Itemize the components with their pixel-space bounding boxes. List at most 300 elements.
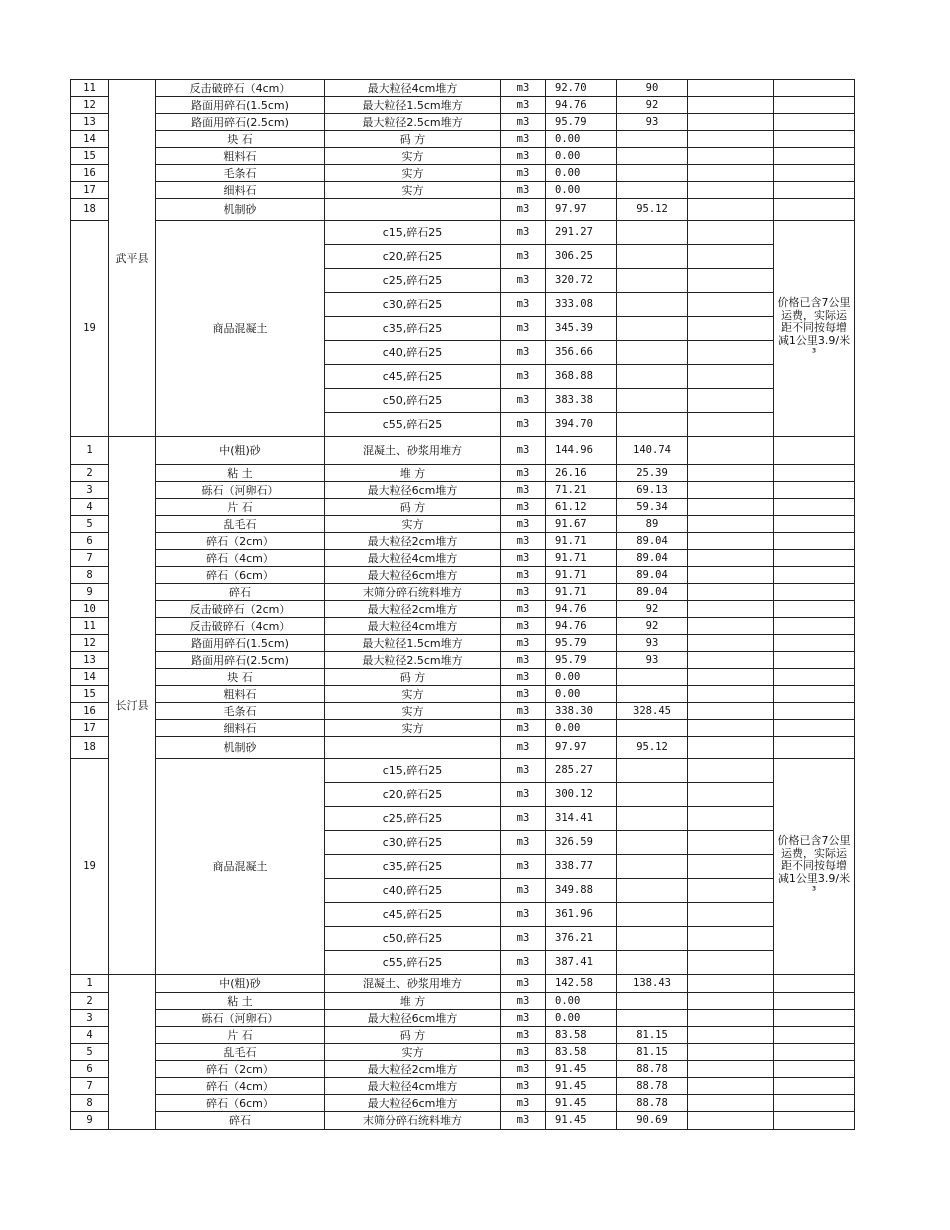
unit: m3 <box>501 652 546 669</box>
blank-cell <box>688 550 774 567</box>
price-tax-incl: 306.25 <box>546 245 617 269</box>
remark <box>774 437 855 465</box>
table-row <box>71 182 855 199</box>
price-tax-excl <box>617 903 688 927</box>
remark <box>774 686 855 703</box>
unit: m3 <box>501 131 546 148</box>
price-tax-excl: 81.15 <box>617 1044 688 1061</box>
blank-cell <box>688 114 774 131</box>
table-row <box>71 759 855 783</box>
unit: m3 <box>501 317 546 341</box>
remark <box>774 652 855 669</box>
price-tax-incl: 142.58 <box>546 975 617 993</box>
material-spec <box>325 737 501 759</box>
price-tax-incl: 91.71 <box>546 584 617 601</box>
unit: m3 <box>501 737 546 759</box>
row-number: 17 <box>71 182 109 199</box>
price-tax-incl: 0.00 <box>546 720 617 737</box>
blank-cell <box>688 1010 774 1027</box>
material-spec: 混凝土、砂浆用堆方 <box>325 437 501 465</box>
blank-cell <box>688 927 774 951</box>
blank-cell <box>688 618 774 635</box>
row-number: 16 <box>71 165 109 182</box>
price-tax-excl: 69.13 <box>617 482 688 499</box>
row-number: 13 <box>71 652 109 669</box>
unit: m3 <box>501 221 546 245</box>
table-row <box>71 720 855 737</box>
price-tax-incl: 61.12 <box>546 499 617 516</box>
material-name: 中(粗)砂 <box>156 975 325 993</box>
price-tax-incl: 361.96 <box>546 903 617 927</box>
unit: m3 <box>501 975 546 993</box>
row-number: 15 <box>71 686 109 703</box>
material-name: 商品混凝土 <box>156 221 325 437</box>
table-row <box>71 131 855 148</box>
price-tax-incl: 71.21 <box>546 482 617 499</box>
price-tax-excl <box>617 951 688 975</box>
concrete-grade: c20,碎石25 <box>325 783 501 807</box>
table-row <box>71 635 855 652</box>
price-tax-excl: 88.78 <box>617 1078 688 1095</box>
material-name: 毛条石 <box>156 165 325 182</box>
unit: m3 <box>501 618 546 635</box>
price-tax-incl: 0.00 <box>546 686 617 703</box>
blank-cell <box>688 317 774 341</box>
price-tax-excl <box>617 993 688 1010</box>
material-spec: 最大粒径4cm堆方 <box>325 80 501 97</box>
unit: m3 <box>501 1095 546 1112</box>
material-name: 片 石 <box>156 499 325 516</box>
blank-cell <box>688 389 774 413</box>
material-name: 机制砂 <box>156 199 325 221</box>
freight-note: 价格已含7公里运费，实际运距不同按每增减1公里3.9/米³ <box>774 221 855 437</box>
row-number: 14 <box>71 669 109 686</box>
blank-cell <box>688 269 774 293</box>
price-tax-excl: 93 <box>617 652 688 669</box>
material-spec: 最大粒径2.5cm堆方 <box>325 652 501 669</box>
unit: m3 <box>501 413 546 437</box>
row-number: 4 <box>71 499 109 516</box>
unit: m3 <box>501 903 546 927</box>
blank-cell <box>688 80 774 97</box>
blank-cell <box>688 293 774 317</box>
price-tax-incl: 0.00 <box>546 182 617 199</box>
price-tax-excl <box>617 341 688 365</box>
unit: m3 <box>501 1044 546 1061</box>
price-tax-incl: 0.00 <box>546 131 617 148</box>
price-tax-incl: 285.27 <box>546 759 617 783</box>
price-tax-excl: 95.12 <box>617 199 688 221</box>
price-tax-incl: 333.08 <box>546 293 617 317</box>
material-spec <box>325 199 501 221</box>
remark <box>774 1112 855 1130</box>
price-tax-excl: 89 <box>617 516 688 533</box>
material-name: 路面用碎石(1.5cm) <box>156 635 325 652</box>
material-name: 碎石（2cm） <box>156 1061 325 1078</box>
material-spec: 码 方 <box>325 131 501 148</box>
price-tax-incl: 314.41 <box>546 807 617 831</box>
price-tax-excl: 140.74 <box>617 437 688 465</box>
blank-cell <box>688 437 774 465</box>
price-tax-excl <box>617 221 688 245</box>
price-tax-excl: 89.04 <box>617 533 688 550</box>
remark <box>774 635 855 652</box>
table-row <box>71 465 855 482</box>
material-name: 碎石（4cm） <box>156 550 325 567</box>
material-name: 反击破碎石（2cm） <box>156 601 325 618</box>
price-tax-incl: 0.00 <box>546 148 617 165</box>
material-name: 碎石（2cm） <box>156 533 325 550</box>
material-name: 毛条石 <box>156 703 325 720</box>
unit: m3 <box>501 635 546 652</box>
material-name: 粗料石 <box>156 148 325 165</box>
price-tax-incl: 95.79 <box>546 114 617 131</box>
table-row <box>71 199 855 221</box>
price-tax-incl: 383.38 <box>546 389 617 413</box>
blank-cell <box>688 365 774 389</box>
unit: m3 <box>501 951 546 975</box>
concrete-grade: c50,碎石25 <box>325 389 501 413</box>
price-tax-excl: 90.69 <box>617 1112 688 1130</box>
blank-cell <box>688 567 774 584</box>
blank-cell <box>688 652 774 669</box>
row-number: 5 <box>71 516 109 533</box>
unit: m3 <box>501 482 546 499</box>
unit: m3 <box>501 1027 546 1044</box>
price-tax-excl <box>617 783 688 807</box>
price-tax-incl: 91.71 <box>546 533 617 550</box>
price-tax-excl: 95.12 <box>617 737 688 759</box>
county-name: 武平县 <box>109 80 156 437</box>
concrete-grade: c40,碎石25 <box>325 879 501 903</box>
material-name: 乱毛石 <box>156 516 325 533</box>
concrete-grade: c30,碎石25 <box>325 293 501 317</box>
concrete-grade: c40,碎石25 <box>325 341 501 365</box>
price-tax-excl <box>617 927 688 951</box>
price-tax-excl <box>617 182 688 199</box>
material-name: 粘 土 <box>156 993 325 1010</box>
table-row <box>71 1078 855 1095</box>
material-spec: 实方 <box>325 182 501 199</box>
blank-cell <box>688 975 774 993</box>
blank-cell <box>688 1027 774 1044</box>
remark <box>774 131 855 148</box>
remark <box>774 1078 855 1095</box>
material-spec: 最大粒径1.5cm堆方 <box>325 635 501 652</box>
table-row <box>71 1027 855 1044</box>
blank-cell <box>688 720 774 737</box>
remark <box>774 97 855 114</box>
price-tax-incl: 387.41 <box>546 951 617 975</box>
unit: m3 <box>501 584 546 601</box>
remark <box>774 1027 855 1044</box>
county-name <box>109 975 156 1130</box>
unit: m3 <box>501 993 546 1010</box>
unit: m3 <box>501 341 546 365</box>
price-tax-incl: 92.70 <box>546 80 617 97</box>
unit: m3 <box>501 831 546 855</box>
price-tax-excl: 93 <box>617 114 688 131</box>
row-number: 5 <box>71 1044 109 1061</box>
price-tax-excl: 92 <box>617 618 688 635</box>
blank-cell <box>688 584 774 601</box>
price-tax-incl: 83.58 <box>546 1027 617 1044</box>
blank-cell <box>688 831 774 855</box>
price-tax-excl <box>617 807 688 831</box>
blank-cell <box>688 1078 774 1095</box>
row-number: 10 <box>71 601 109 618</box>
table-row <box>71 993 855 1010</box>
unit: m3 <box>501 1112 546 1130</box>
price-tax-incl: 300.12 <box>546 783 617 807</box>
price-tax-excl: 93 <box>617 635 688 652</box>
price-tax-incl: 97.97 <box>546 199 617 221</box>
table-row <box>71 1061 855 1078</box>
material-name: 路面用碎石(2.5cm) <box>156 652 325 669</box>
table-row <box>71 148 855 165</box>
price-tax-excl <box>617 245 688 269</box>
concrete-grade: c15,碎石25 <box>325 759 501 783</box>
unit: m3 <box>501 879 546 903</box>
remark <box>774 567 855 584</box>
unit: m3 <box>501 1061 546 1078</box>
table-row <box>71 975 855 993</box>
material-name: 片 石 <box>156 1027 325 1044</box>
price-tax-excl <box>617 759 688 783</box>
blank-cell <box>688 635 774 652</box>
blank-cell <box>688 1044 774 1061</box>
row-number: 19 <box>71 221 109 437</box>
material-name: 反击破碎石（4cm） <box>156 80 325 97</box>
price-table <box>70 79 855 1130</box>
remark <box>774 584 855 601</box>
row-number: 11 <box>71 80 109 97</box>
price-tax-excl: 328.45 <box>617 703 688 720</box>
unit: m3 <box>501 516 546 533</box>
freight-note: 价格已含7公里运费，实际运距不同按每增减1公里3.9/米³ <box>774 759 855 975</box>
concrete-grade: c25,碎石25 <box>325 807 501 831</box>
remark <box>774 1010 855 1027</box>
concrete-grade: c50,碎石25 <box>325 927 501 951</box>
unit: m3 <box>501 601 546 618</box>
table-row <box>71 221 855 245</box>
price-tax-incl: 356.66 <box>546 341 617 365</box>
price-tax-excl <box>617 831 688 855</box>
remark <box>774 1095 855 1112</box>
material-spec: 实方 <box>325 1044 501 1061</box>
price-tax-excl <box>617 293 688 317</box>
row-number: 7 <box>71 1078 109 1095</box>
blank-cell <box>688 951 774 975</box>
price-tax-incl: 91.45 <box>546 1061 617 1078</box>
table-row <box>71 1095 855 1112</box>
material-name: 碎石（6cm） <box>156 1095 325 1112</box>
price-tax-incl: 26.16 <box>546 465 617 482</box>
blank-cell <box>688 131 774 148</box>
unit: m3 <box>501 165 546 182</box>
unit: m3 <box>501 669 546 686</box>
price-tax-excl <box>617 389 688 413</box>
material-name: 细料石 <box>156 182 325 199</box>
price-tax-incl: 95.79 <box>546 652 617 669</box>
remark <box>774 114 855 131</box>
blank-cell <box>688 221 774 245</box>
price-tax-incl: 0.00 <box>546 1010 617 1027</box>
price-tax-incl: 0.00 <box>546 669 617 686</box>
blank-cell <box>688 499 774 516</box>
table-row <box>71 1044 855 1061</box>
concrete-grade: c20,碎石25 <box>325 245 501 269</box>
blank-cell <box>688 182 774 199</box>
table-row <box>71 165 855 182</box>
table-row <box>71 584 855 601</box>
table-row <box>71 114 855 131</box>
remark <box>774 703 855 720</box>
blank-cell <box>688 879 774 903</box>
price-tax-incl: 349.88 <box>546 879 617 903</box>
price-tax-incl: 326.59 <box>546 831 617 855</box>
row-number: 8 <box>71 1095 109 1112</box>
price-tax-incl: 394.70 <box>546 413 617 437</box>
blank-cell <box>688 465 774 482</box>
material-name: 路面用碎石(1.5cm) <box>156 97 325 114</box>
table-row <box>71 652 855 669</box>
price-tax-excl: 92 <box>617 601 688 618</box>
remark <box>774 618 855 635</box>
price-tax-excl: 89.04 <box>617 567 688 584</box>
unit: m3 <box>501 759 546 783</box>
table-row <box>71 1112 855 1130</box>
table-row <box>71 686 855 703</box>
material-spec: 最大粒径4cm堆方 <box>325 550 501 567</box>
unit: m3 <box>501 855 546 879</box>
price-tax-incl: 97.97 <box>546 737 617 759</box>
material-spec: 最大粒径2.5cm堆方 <box>325 114 501 131</box>
table-row <box>71 516 855 533</box>
price-tax-incl: 91.71 <box>546 550 617 567</box>
material-name: 砾石（河卵石） <box>156 482 325 499</box>
blank-cell <box>688 807 774 831</box>
table-row <box>71 618 855 635</box>
remark <box>774 516 855 533</box>
price-tax-excl <box>617 1010 688 1027</box>
unit: m3 <box>501 807 546 831</box>
concrete-grade: c55,碎石25 <box>325 951 501 975</box>
price-tax-excl <box>617 165 688 182</box>
material-name: 反击破碎石（4cm） <box>156 618 325 635</box>
remark <box>774 482 855 499</box>
material-spec: 最大粒径6cm堆方 <box>325 1010 501 1027</box>
material-spec: 实方 <box>325 703 501 720</box>
blank-cell <box>688 759 774 783</box>
material-spec: 码 方 <box>325 1027 501 1044</box>
unit: m3 <box>501 114 546 131</box>
material-spec: 实方 <box>325 686 501 703</box>
blank-cell <box>688 516 774 533</box>
material-spec: 最大粒径2cm堆方 <box>325 533 501 550</box>
row-number: 19 <box>71 759 109 975</box>
price-tax-excl: 59.34 <box>617 499 688 516</box>
material-spec: 最大粒径4cm堆方 <box>325 618 501 635</box>
table-row <box>71 567 855 584</box>
unit: m3 <box>501 499 546 516</box>
remark <box>774 720 855 737</box>
concrete-grade: c55,碎石25 <box>325 413 501 437</box>
row-number: 3 <box>71 482 109 499</box>
price-tax-incl: 345.39 <box>546 317 617 341</box>
unit: m3 <box>501 182 546 199</box>
price-tax-excl: 89.04 <box>617 550 688 567</box>
material-name: 中(粗)砂 <box>156 437 325 465</box>
price-tax-excl <box>617 720 688 737</box>
price-tax-incl: 368.88 <box>546 365 617 389</box>
unit: m3 <box>501 720 546 737</box>
row-number: 12 <box>71 635 109 652</box>
table-row <box>71 703 855 720</box>
price-tax-excl <box>617 879 688 903</box>
blank-cell <box>688 1061 774 1078</box>
material-spec: 堆 方 <box>325 465 501 482</box>
remark <box>774 550 855 567</box>
unit: m3 <box>501 365 546 389</box>
row-number: 14 <box>71 131 109 148</box>
row-number: 4 <box>71 1027 109 1044</box>
price-tax-incl: 0.00 <box>546 165 617 182</box>
price-tax-excl <box>617 413 688 437</box>
price-tax-incl: 338.30 <box>546 703 617 720</box>
row-number: 16 <box>71 703 109 720</box>
material-name: 粗料石 <box>156 686 325 703</box>
row-number: 11 <box>71 618 109 635</box>
material-spec: 实方 <box>325 516 501 533</box>
concrete-grade: c35,碎石25 <box>325 317 501 341</box>
table-row <box>71 97 855 114</box>
material-name: 碎石（6cm） <box>156 567 325 584</box>
row-number: 17 <box>71 720 109 737</box>
unit: m3 <box>501 550 546 567</box>
row-number: 18 <box>71 199 109 221</box>
blank-cell <box>688 1112 774 1130</box>
table-row <box>71 80 855 97</box>
unit: m3 <box>501 389 546 413</box>
price-tax-incl: 338.77 <box>546 855 617 879</box>
price-tax-excl <box>617 855 688 879</box>
table-row <box>71 1010 855 1027</box>
concrete-grade: c45,碎石25 <box>325 365 501 389</box>
remark <box>774 1061 855 1078</box>
material-name: 块 石 <box>156 669 325 686</box>
material-name: 乱毛石 <box>156 1044 325 1061</box>
blank-cell <box>688 903 774 927</box>
price-tax-incl: 94.76 <box>546 601 617 618</box>
row-number: 7 <box>71 550 109 567</box>
blank-cell <box>688 97 774 114</box>
unit: m3 <box>501 783 546 807</box>
price-tax-excl: 138.43 <box>617 975 688 993</box>
price-tax-excl: 90 <box>617 80 688 97</box>
price-tax-incl: 91.45 <box>546 1112 617 1130</box>
county-name: 长汀县 <box>109 437 156 975</box>
row-number: 18 <box>71 737 109 759</box>
price-tax-excl: 92 <box>617 97 688 114</box>
price-tax-excl <box>617 365 688 389</box>
blank-cell <box>688 855 774 879</box>
price-tax-incl: 0.00 <box>546 993 617 1010</box>
price-tax-incl: 291.27 <box>546 221 617 245</box>
material-spec: 末筛分碎石统料堆方 <box>325 1112 501 1130</box>
table-row <box>71 533 855 550</box>
material-spec: 最大粒径1.5cm堆方 <box>325 97 501 114</box>
